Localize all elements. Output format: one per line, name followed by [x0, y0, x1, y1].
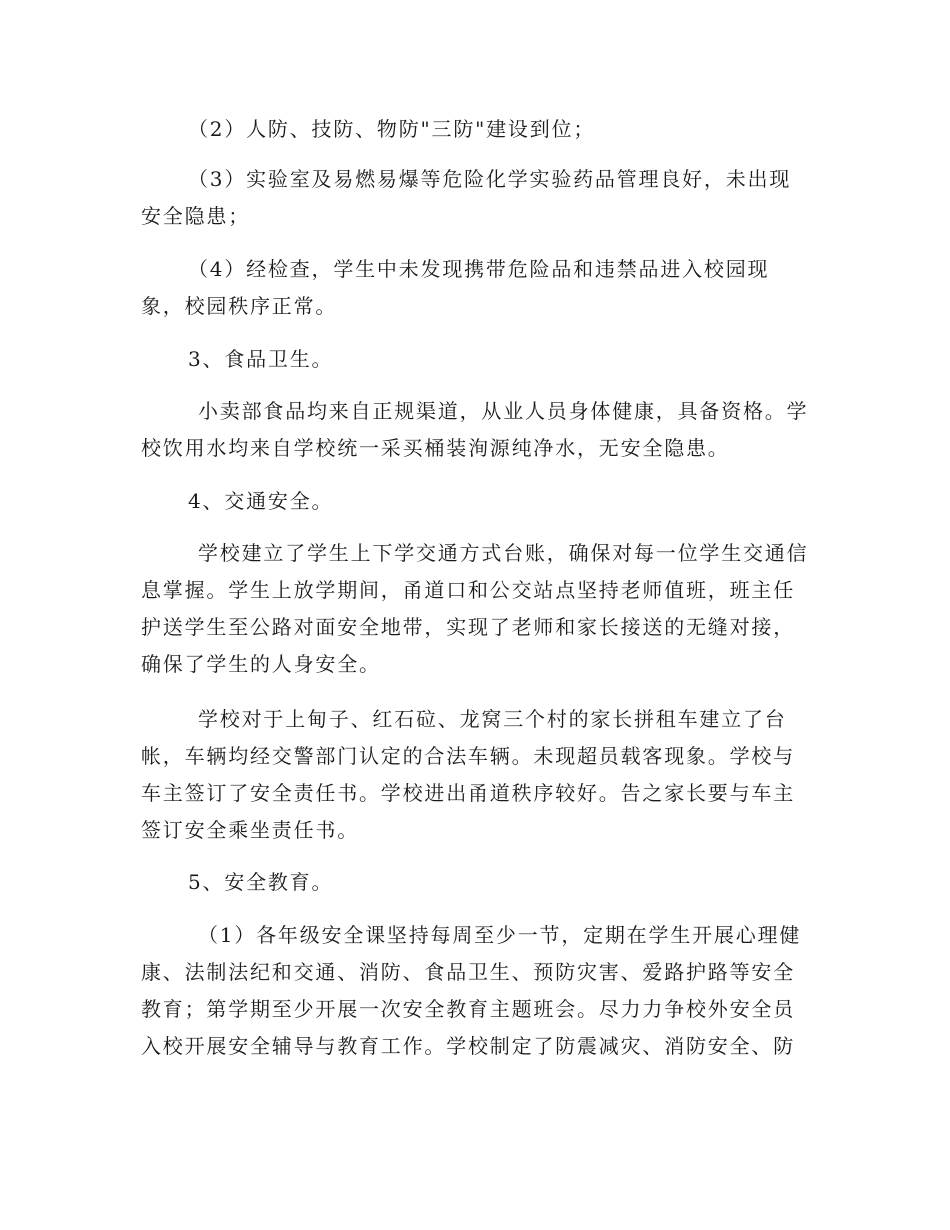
section-heading: 5、安全教育。: [188, 870, 334, 894]
text-line: （2）人防、技防、物防"三防"建设到位；: [188, 117, 596, 141]
text-line: 康、法制法纪和交通、消防、食品卫生、预防灾害、爱路护路等安全: [141, 960, 795, 984]
text-line: 确保了学生的人身安全。: [141, 652, 381, 676]
text-line: 签订安全乘坐责任书。: [141, 818, 359, 842]
text-line: 车主签订了安全责任书。学校进出甬道秩序较好。告之家长要与车主: [141, 781, 795, 805]
text-line: 学校对于上甸子、红石砬、龙窝三个村的家长拼租车建立了台: [198, 707, 787, 731]
section-heading: 3、食品卫生。: [188, 347, 334, 371]
text-line: 息掌握。学生上放学期间，甬道口和公交站点坚持老师值班，班主任: [141, 578, 795, 602]
text-line: （3）实验室及易燃易爆等危险化学实验药品管理良好，未出现: [188, 167, 792, 191]
text-line: 象，校园秩序正常。: [141, 294, 338, 318]
text-line: 入校开展安全辅导与教育工作。学校制定了防震减灾、消防安全、防: [141, 1034, 795, 1058]
text-line: （1）各年级安全课坚持每周至少一节，定期在学生开展心理健: [198, 923, 802, 947]
text-line: 教育；第学期至少开展一次安全教育主题班会。尽力力争校外安全员: [141, 997, 795, 1021]
text-line: 帐，车辆均经交警部门认定的合法车辆。未现超员载客现象。学校与: [141, 744, 795, 768]
text-line: （4）经检查，学生中未发现携带危险品和违禁品进入校园现: [188, 257, 770, 281]
section-heading: 4、交通安全。: [188, 489, 334, 513]
text-line: 护送学生至公路对面安全地带，实现了老师和家长接送的无缝对接，: [141, 615, 795, 639]
text-line: 学校建立了学生上下学交通方式台账，确保对每一位学生交通信: [198, 541, 809, 565]
text-line: 小卖部食品均来自正规渠道，从业人员身体健康，具备资格。学: [198, 399, 809, 423]
text-line: 安全隐患；: [141, 204, 250, 228]
text-line: 校饮用水均来自学校统一采买桶装洵源纯净水，无安全隐患。: [141, 436, 730, 460]
